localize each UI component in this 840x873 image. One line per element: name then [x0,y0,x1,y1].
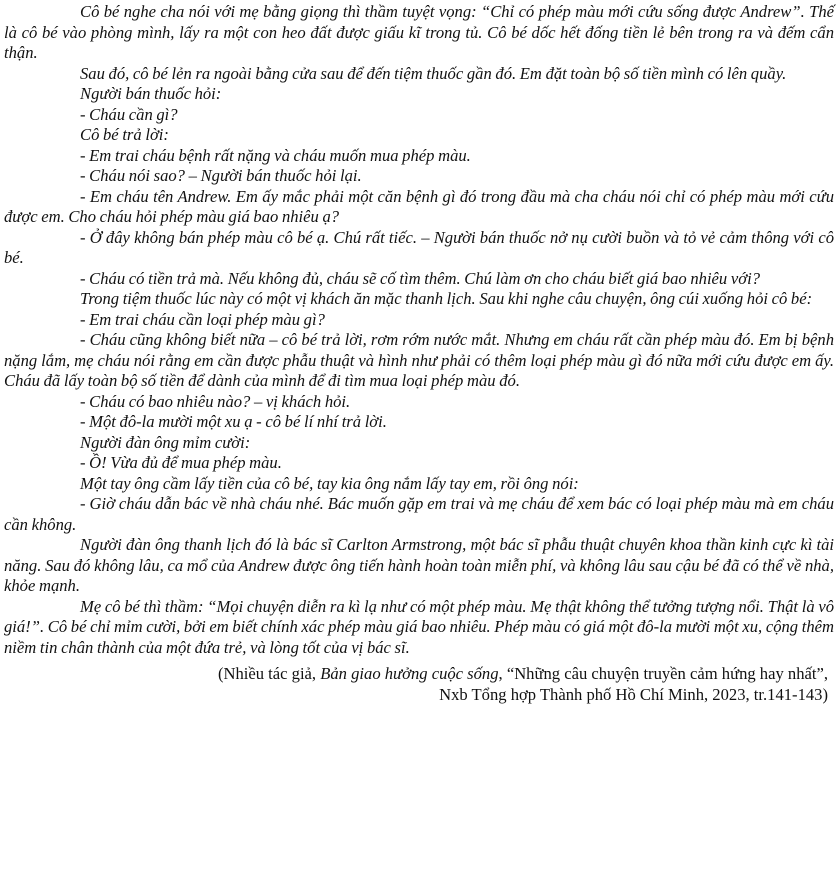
paragraph-3: Người bán thuốc hỏi: [80,84,222,103]
paragraph-9: - Ở đây không bán phép màu cô bé ạ. Chú rất tiếc. – Người bán thuốc nở nụ cười buồn và tỏ vẻ cảm thông với cô bé. [4,227,834,267]
paragraph-1: Cô bé nghe cha nói với mẹ bằng giọng thì thầm tuyệt vọng: “Chỉ có phép màu mới cứu sống được Andrew”. Thế là cô bé vào phòng mình, lấy ra một con heo đất được giấu kĩ trong tủ. Cô bé dốc hết đống tiền lẻ bên trong ra và đếm cẩn thận. [4,2,834,62]
paragraph-20: Người đàn ông thanh lịch đó là bác sĩ Carlton Armstrong, một bác sĩ phẫu thuật chuyên khoa thần kinh cực kì tài năng. Sau đó không lâu, ca mổ của Andrew được ông tiến hành hoàn toàn miễn phí, và không lâu sau cậu bé đã có thể về nhà, khỏe mạnh. [4,535,834,595]
paragraph-11: Trong tiệm thuốc lúc này có một vị khách ăn mặc thanh lịch. Sau khi nghe câu chuyện, ông cúi xuống hỏi cô bé: [80,289,813,308]
paragraph-17: - Ồ! Vừa đủ để mua phép màu. [80,453,282,472]
citation-line-2: Nxb Tổng hợp Thành phố Hồ Chí Minh, 2023, tr.141-143) [439,684,828,704]
paragraph-5: Cô bé trả lời: [80,125,169,144]
paragraph-6: - Em trai cháu bệnh rất nặng và cháu muốn mua phép màu. [80,145,471,165]
paragraph-16: Người đàn ông mỉm cười: [80,432,251,452]
citation-book-title: Bản giao hưởng cuộc sống [320,664,499,683]
paragraph-21: Mẹ cô bé thì thầm: “Mọi chuyện diễn ra kì lạ như có một phép màu. Mẹ thật không thể tưởng tượng nổi. Thật là vô giá!”. Cô bé chỉ mỉm cười, bởi em biết chính xác phép màu giá bao nhiêu. Phép màu có giá một đô-la mười một xu, cộng thêm niềm tin chân thành của một đứa trẻ, và lòng tốt của vị bác sĩ. [4,596,834,657]
paragraph-4: - Cháu cần gì? [80,104,178,124]
paragraph-8: - Em cháu tên Andrew. Em ấy mắc phải một căn bệnh gì đó trong đầu mà cha cháu nói chỉ có phép màu mới cứu được em. Cho cháu hỏi phép màu giá bao nhiêu ạ? [4,186,834,226]
paragraph-10: - Cháu có tiền trả mà. Nếu không đủ, cháu sẽ cố tìm thêm. Chú làm ơn cho cháu biết giá bao nhiêu với? [80,268,761,288]
paragraph-18: Một tay ông cầm lấy tiền của cô bé, tay kia ông nắm lấy tay em, rồi ông nói: [80,473,579,493]
paragraph-13: - Cháu cũng không biết nữa – cô bé trả lời, rơm rớm nước mắt. Nhưng em cháu rất cần phép màu đó. Em bị bệnh nặng lắm, mẹ cháu nói rằng em cần được phẫu thuật và hình như phải có thêm loại phép màu gì đó nữa mới cứu được em ấy. Cháu đã lấy toàn bộ số tiền để dành của mình để đi tìm mua loại phép màu đó. [4,330,834,390]
citation-suffix: , “Những câu chuyện truyền cảm hứng hay nhất”, [498,664,828,683]
paragraph-2: Sau đó, cô bé lẻn ra ngoài bằng cửa sau để đến tiệm thuốc gần đó. Em đặt toàn bộ số tiền mình có lên quầy. [80,63,787,83]
citation-prefix: (Nhiều tác giả, [217,664,321,683]
paragraph-7: - Cháu nói sao? – Người bán thuốc hỏi lại. [80,166,362,185]
paragraph-14: - Cháu có bao nhiêu nào? – vị khách hỏi. [80,391,351,411]
source-citation [4,664,834,705]
paragraph-12: - Em trai cháu cần loại phép màu gì? [80,309,325,329]
paragraph-19: - Giờ cháu dẫn bác về nhà cháu nhé. Bác muốn gặp em trai và mẹ cháu để xem bác có loại phép màu mà em cháu cần không. [4,494,834,534]
paragraph-15: - Một đô-la mười một xu ạ - cô bé lí nhí trả lời. [80,412,387,431]
citation-line-1 [4,664,828,685]
document-page [4,2,834,705]
